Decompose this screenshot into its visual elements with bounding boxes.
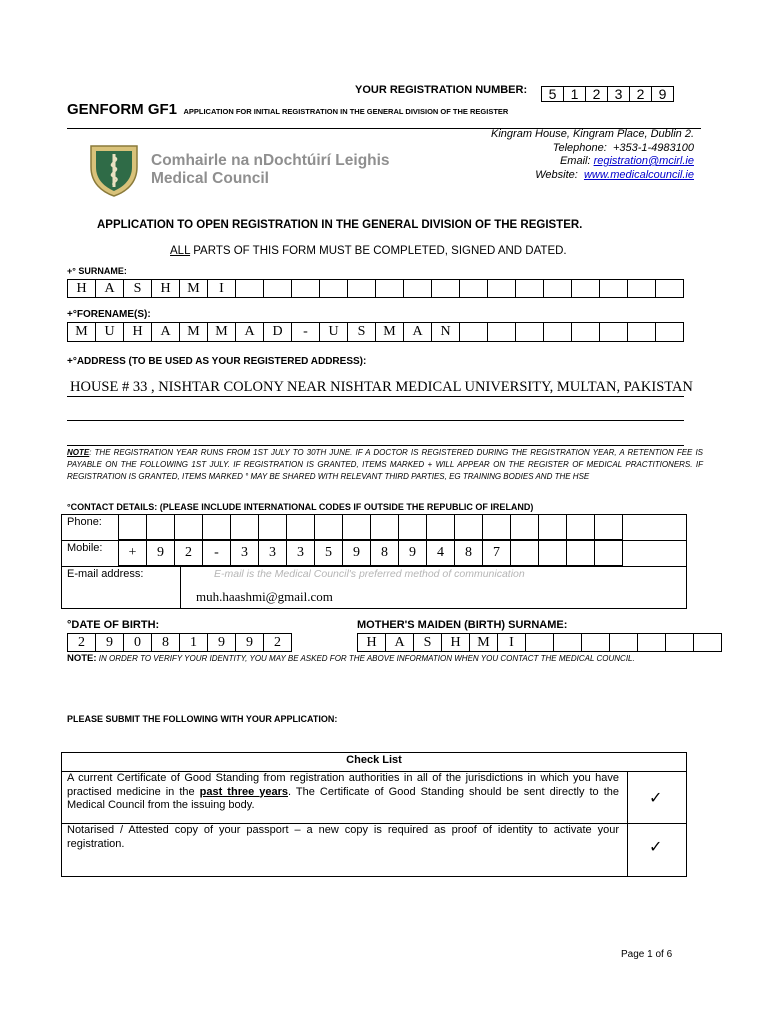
surname-letter-box[interactable] xyxy=(460,280,488,298)
address-value[interactable]: HOUSE # 33 , NISHTAR COLONY NEAR NISHTAR MEDICAL UNIVERSITY, MULTAN, PAKISTAN xyxy=(70,379,693,395)
surname-letter-box[interactable] xyxy=(544,280,572,298)
phone-digit-box[interactable] xyxy=(119,515,147,540)
registration-digit-box[interactable]: 2 xyxy=(586,87,608,102)
maiden-letter-box[interactable] xyxy=(694,634,722,652)
dob-digit-box[interactable]: 2 xyxy=(264,634,292,652)
surname-letter-box[interactable] xyxy=(628,280,656,298)
maiden-letter-box[interactable] xyxy=(526,634,554,652)
maiden-letter-box[interactable]: A xyxy=(386,634,414,652)
maiden-letter-box[interactable]: H xyxy=(358,634,386,652)
registration-number-label: YOUR REGISTRATION NUMBER: xyxy=(355,84,528,96)
registration-digit-box[interactable]: 2 xyxy=(630,87,652,102)
forename-letter-box[interactable]: U xyxy=(320,323,348,342)
logo-line-1: Comhairle na nDochtúirí Leighis xyxy=(151,152,390,169)
registration-number-boxes xyxy=(541,86,674,102)
form-code-title: GENFORM GF1 xyxy=(67,101,178,118)
surname-letter-box[interactable] xyxy=(488,280,516,298)
identity-note: NOTE: IN ORDER TO VERIFY YOUR IDENTITY, YOU MAY BE ASKED FOR THE ABOVE INFORMATION WHEN YOU CONTACT THE MEDICAL COUNCIL. xyxy=(67,653,635,664)
forename-letter-box[interactable]: M xyxy=(376,323,404,342)
mobile-digit-box[interactable]: 3 xyxy=(259,541,287,566)
maiden-letter-box[interactable]: H xyxy=(442,634,470,652)
page-title: APPLICATION TO OPEN REGISTRATION IN THE GENERAL DIVISION OF THE REGISTER. xyxy=(97,219,583,231)
dob-label: °DATE OF BIRTH: xyxy=(67,619,160,631)
completion-instruction: ALL PARTS OF THIS FORM MUST BE COMPLETED, SIGNED AND DATED. xyxy=(170,245,567,257)
council-website: Website: www.medicalcouncil.ie xyxy=(535,168,694,181)
forename-boxes[interactable] xyxy=(67,322,684,342)
mobile-digit-box[interactable] xyxy=(567,541,595,566)
surname-letter-box[interactable] xyxy=(264,280,292,298)
contact-details-label: °CONTACT DETAILS: (PLEASE INCLUDE INTERNATIONAL CODES IF OUTSIDE THE REPUBLIC OF IRELAND) xyxy=(67,502,534,512)
forename-letter-box[interactable]: N xyxy=(432,323,460,342)
surname-letter-box[interactable] xyxy=(516,280,544,298)
council-address: Kingram House, Kingram Place, Dublin 2. xyxy=(491,128,694,140)
maiden-letter-box[interactable]: I xyxy=(498,634,526,652)
forename-label: +°FORENAME(S): xyxy=(67,309,151,320)
form-code-subtitle: APPLICATION FOR INITIAL REGISTRATION IN THE GENERAL DIVISION OF THE REGISTER xyxy=(183,107,509,116)
mobile-digit-box[interactable]: 3 xyxy=(287,541,315,566)
dob-digit-box[interactable]: 9 xyxy=(96,634,124,652)
forename-letter-box[interactable]: S xyxy=(348,323,376,342)
surname-label: +° SURNAME: xyxy=(67,266,127,276)
maiden-name-label: MOTHER'S MAIDEN (BIRTH) SURNAME: xyxy=(357,619,568,631)
surname-letter-box[interactable] xyxy=(572,280,600,298)
surname-letter-box[interactable] xyxy=(432,280,460,298)
mobile-digit-box[interactable]: 8 xyxy=(455,541,483,566)
checklist-item-passport: Notarised / Attested copy of your passport – a new copy is required as proof of identity to activate your registration. xyxy=(67,824,619,850)
phone-digit-box[interactable] xyxy=(567,515,595,540)
registration-digit-box[interactable]: 3 xyxy=(608,87,630,102)
phone-digit-box[interactable] xyxy=(147,515,175,540)
form-code xyxy=(67,101,508,119)
mobile-digit-box[interactable]: 2 xyxy=(175,541,203,566)
registration-year-note: NOTE: THE REGISTRATION YEAR RUNS FROM 1ST JULY TO 30TH JUNE. IF A DOCTOR IS REGISTERED DURING THE REGISTRATION YEAR, A RETENTION FEE IS PAYABLE ON THE FOLLOWING 1ST JULY. IF REGISTRATION IS GRANTED, ITEMS MARKED + WILL APPEAR ON THE REGISTER OF MEDICAL PRACTITIONERS. IF REGISTRATION IS GRANTED, ITEMS MARKED ° MAY BE SHARED WITH RELEVANT THIRD PARTIES, EG TRAINING BODIES AND THE HSE xyxy=(67,448,703,481)
mobile-label: Mobile: xyxy=(67,542,103,554)
surname-letter-box[interactable]: H xyxy=(152,280,180,298)
forename-letter-box[interactable]: A xyxy=(236,323,264,342)
forename-letter-box[interactable]: A xyxy=(152,323,180,342)
mobile-digit-box[interactable]: 9 xyxy=(399,541,427,566)
passport-check-icon[interactable]: ✓ xyxy=(649,839,663,856)
surname-letter-box[interactable] xyxy=(404,280,432,298)
mobile-digit-box[interactable]: 9 xyxy=(147,541,175,566)
council-email-link[interactable]: registration@mcirl.ie xyxy=(593,155,694,167)
phone-digit-box[interactable] xyxy=(315,515,343,540)
mobile-digit-box[interactable]: - xyxy=(203,541,231,566)
mobile-boxes[interactable] xyxy=(118,540,623,566)
registration-digit-box[interactable]: 9 xyxy=(652,87,674,102)
checklist-title: Check List xyxy=(346,754,402,766)
mobile-digit-box[interactable]: 9 xyxy=(343,541,371,566)
checklist-column-divider xyxy=(627,771,628,876)
maiden-name-boxes[interactable] xyxy=(357,633,722,652)
checklist-item-certificate: A current Certificate of Good Standing from registration authorities in all of the jurisdictions in which you have practised medicine in the past three years. The Certificate of Good Standing should be sent directly to the Medical Council from the issuing body. xyxy=(67,772,619,811)
dob-digit-box[interactable]: 2 xyxy=(68,634,96,652)
dob-digit-box[interactable]: 8 xyxy=(152,634,180,652)
phone-digit-box[interactable] xyxy=(399,515,427,540)
phone-digit-box[interactable] xyxy=(511,515,539,540)
mobile-digit-box[interactable]: 5 xyxy=(315,541,343,566)
surname-letter-box[interactable] xyxy=(236,280,264,298)
dob-boxes[interactable] xyxy=(67,633,292,652)
maiden-letter-box[interactable] xyxy=(610,634,638,652)
dob-digit-box[interactable]: 9 xyxy=(208,634,236,652)
mobile-digit-box[interactable]: 3 xyxy=(231,541,259,566)
maiden-letter-box[interactable]: M xyxy=(470,634,498,652)
surname-letter-box[interactable]: A xyxy=(96,280,124,298)
forename-letter-box[interactable] xyxy=(572,323,600,342)
surname-boxes[interactable] xyxy=(67,279,684,298)
council-website-link[interactable]: www.medicalcouncil.ie xyxy=(583,168,694,181)
mobile-digit-box[interactable]: 4 xyxy=(427,541,455,566)
mobile-digit-box[interactable]: 7 xyxy=(483,541,511,566)
address-line-3 xyxy=(67,445,684,446)
address-line-2 xyxy=(67,420,684,421)
forename-letter-box[interactable]: - xyxy=(292,323,320,342)
maiden-letter-box[interactable] xyxy=(582,634,610,652)
email-cell-divider xyxy=(180,566,181,608)
logo-line-2: Medical Council xyxy=(151,170,269,187)
forename-letter-box[interactable] xyxy=(656,323,684,342)
maiden-letter-box[interactable] xyxy=(554,634,582,652)
mobile-row-divider xyxy=(62,566,686,567)
maiden-letter-box[interactable]: S xyxy=(414,634,442,652)
surname-letter-box[interactable] xyxy=(376,280,404,298)
phone-digit-box[interactable] xyxy=(483,515,511,540)
mobile-digit-box[interactable] xyxy=(595,541,623,566)
submit-instruction: PLEASE SUBMIT THE FOLLOWING WITH YOUR APPLICATION: xyxy=(67,714,338,724)
forename-letter-box[interactable] xyxy=(544,323,572,342)
surname-letter-box[interactable]: I xyxy=(208,280,236,298)
forename-letter-box[interactable]: D xyxy=(264,323,292,342)
email-hint: E-mail is the Medical Council's preferred method of communication xyxy=(214,568,525,580)
phone-digit-box[interactable] xyxy=(287,515,315,540)
council-telephone: Telephone: +353-1-4983100 xyxy=(552,141,694,154)
dob-digit-box[interactable]: 1 xyxy=(180,634,208,652)
phone-label: Phone: xyxy=(67,516,102,528)
forename-letter-box[interactable] xyxy=(460,323,488,342)
surname-letter-box[interactable]: M xyxy=(180,280,208,298)
address-label: +°ADDRESS (TO BE USED AS YOUR REGISTERED ADDRESS): xyxy=(67,356,367,367)
mobile-digit-box[interactable] xyxy=(511,541,539,566)
forename-letter-box[interactable]: M xyxy=(180,323,208,342)
phone-digit-box[interactable] xyxy=(595,515,623,540)
forename-letter-box[interactable] xyxy=(516,323,544,342)
forename-letter-box[interactable] xyxy=(488,323,516,342)
council-contact-block xyxy=(491,128,694,182)
address-line-1 xyxy=(67,396,684,397)
surname-letter-box[interactable] xyxy=(656,280,684,298)
phone-digit-box[interactable] xyxy=(427,515,455,540)
phone-digit-box[interactable] xyxy=(175,515,203,540)
phone-digit-box[interactable] xyxy=(343,515,371,540)
phone-boxes[interactable] xyxy=(118,514,623,540)
surname-letter-box[interactable]: S xyxy=(124,280,152,298)
forename-letter-box[interactable]: M xyxy=(208,323,236,342)
certificate-check-icon[interactable]: ✓ xyxy=(649,790,663,807)
forename-letter-box[interactable]: A xyxy=(404,323,432,342)
mobile-digit-box[interactable]: + xyxy=(119,541,147,566)
council-email: Email: registration@mcirl.ie xyxy=(559,155,694,167)
forename-letter-box[interactable]: M xyxy=(68,323,96,342)
email-label: E-mail address: xyxy=(67,568,144,580)
dob-digit-box[interactable]: 0 xyxy=(124,634,152,652)
surname-letter-box[interactable] xyxy=(292,280,320,298)
surname-letter-box[interactable] xyxy=(320,280,348,298)
dob-digit-box[interactable]: 9 xyxy=(236,634,264,652)
forename-letter-box[interactable]: H xyxy=(124,323,152,342)
mobile-digit-box[interactable] xyxy=(539,541,567,566)
maiden-letter-box[interactable] xyxy=(638,634,666,652)
registration-digit-box[interactable]: 5 xyxy=(542,87,564,102)
mobile-digit-box[interactable]: 8 xyxy=(371,541,399,566)
checklist-table xyxy=(61,752,687,877)
forename-letter-box[interactable]: U xyxy=(96,323,124,342)
registration-digit-box[interactable]: 1 xyxy=(564,87,586,102)
email-value[interactable]: muh.haashmi@gmail.com xyxy=(196,589,333,604)
maiden-letter-box[interactable] xyxy=(666,634,694,652)
phone-digit-box[interactable] xyxy=(259,515,287,540)
phone-digit-box[interactable] xyxy=(539,515,567,540)
phone-digit-box[interactable] xyxy=(231,515,259,540)
page-number: Page 1 of 6 xyxy=(621,949,673,960)
medical-council-crest-icon xyxy=(88,143,140,197)
surname-letter-box[interactable] xyxy=(600,280,628,298)
surname-letter-box[interactable]: H xyxy=(68,280,96,298)
phone-digit-box[interactable] xyxy=(455,515,483,540)
surname-letter-box[interactable] xyxy=(348,280,376,298)
phone-digit-box[interactable] xyxy=(371,515,399,540)
forename-letter-box[interactable] xyxy=(600,323,628,342)
forename-letter-box[interactable] xyxy=(628,323,656,342)
phone-digit-box[interactable] xyxy=(203,515,231,540)
